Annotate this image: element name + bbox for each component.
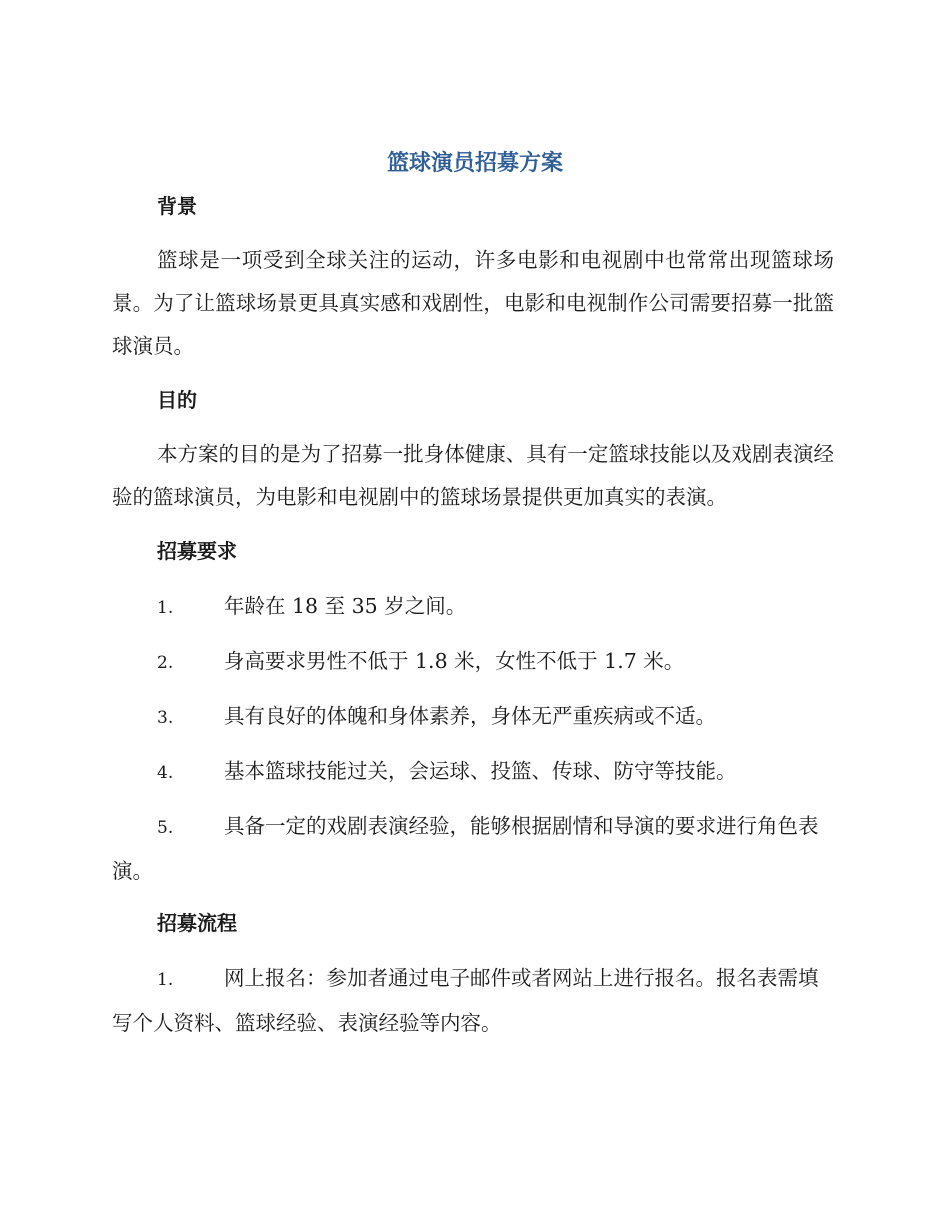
list-item-number: 2.: [157, 653, 174, 673]
section-heading-purpose: 目的: [157, 388, 197, 412]
document-title: 篮球演员招募方案: [386, 151, 563, 176]
list-item-text: 年龄在 18 至 35 岁之间。: [224, 594, 467, 618]
list-item-text: 基本篮球技能过关，会运球、投篮、传球、防守等技能。: [224, 759, 737, 783]
section-heading-background: 背景: [157, 194, 197, 218]
list-item-text: 具有良好的体魄和身体素养，身体无严重疾病或不适。: [224, 704, 716, 728]
background-paragraph: 篮球是一项受到全球关注的运动，许多电影和电视剧中也常常出现篮球场景。为了让篮球场景更具真实感和戏剧性，电影和电视制作公司需要招募一批篮球演员。: [112, 248, 834, 358]
list-item: [112, 957, 834, 1045]
list-item-number: 1.: [157, 970, 174, 990]
list-item: [112, 805, 834, 893]
list-item-number: 4.: [157, 763, 174, 783]
list-item-number: 5.: [157, 818, 174, 838]
list-item-number: 1.: [157, 598, 174, 618]
list-item: [112, 640, 834, 685]
list-item: [112, 695, 834, 740]
section-heading-process: 招募流程: [157, 911, 237, 935]
list-item-text: 网上报名：参加者通过电子邮件或者网站上进行报名。报名表需填写个人资料、篮球经验、表演经验等内容。: [112, 966, 819, 1035]
list-item-text: 身高要求男性不低于 1.8 米，女性不低于 1.7 米。: [224, 649, 685, 673]
list-item: [112, 585, 834, 630]
purpose-paragraph: 本方案的目的是为了招募一批身体健康、具有一定篮球技能以及戏剧表演经验的篮球演员，为电影和电视剧中的篮球场景提供更加真实的表演。: [112, 442, 834, 509]
list-item: [112, 750, 834, 795]
list-item-number: 3.: [157, 708, 174, 728]
list-item-text: 具备一定的戏剧表演经验，能够根据剧情和导演的要求进行角色表演。: [112, 814, 819, 883]
section-heading-requirements: 招募要求: [157, 539, 237, 563]
